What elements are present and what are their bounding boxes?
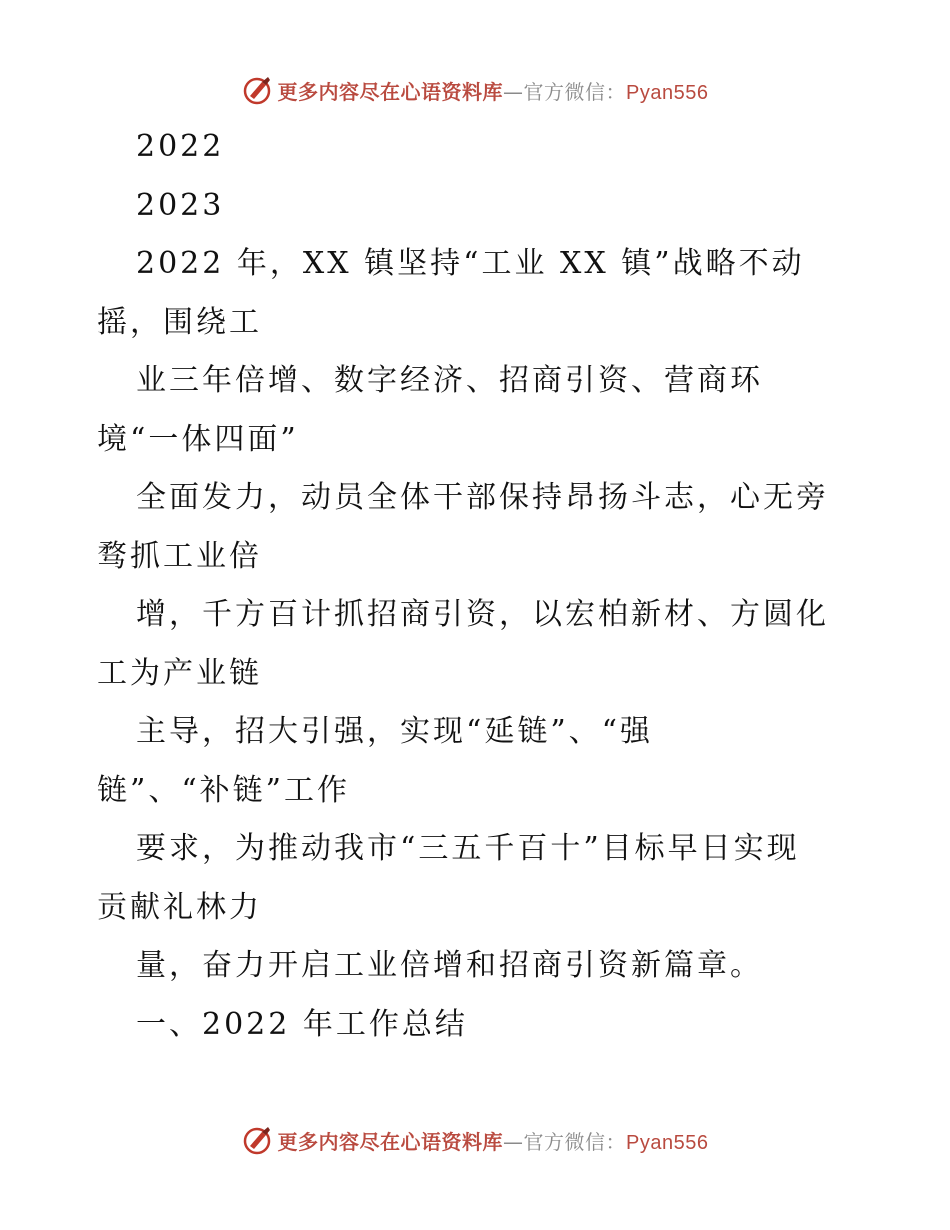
paragraph-line: 要求，为推动我市“三五千百十”目标早日实现 — [136, 831, 800, 866]
paragraph-line: 2022 年，XX 镇坚持“工业 XX 镇”战略不动 — [136, 246, 805, 281]
paragraph-line: 量，奋力开启工业倍增和招商引资新篇章。 — [136, 948, 763, 983]
paragraph-line: 2022 — [136, 129, 225, 164]
footer-watermark — [0, 1120, 950, 1160]
paragraph-line: 工为产业链 — [97, 655, 262, 691]
watermark-separator: — — [503, 79, 524, 104]
paragraph-line: 全面发力，动员全体干部保持昂扬斗志，心无旁 — [136, 480, 829, 515]
watermark-text — [278, 76, 709, 105]
pen-logo-icon — [242, 74, 274, 106]
watermark-wechat-label: 官方微信： — [523, 1129, 627, 1154]
paragraph-line: 业三年倍增、数字经济、招商引资、营商环 — [136, 363, 763, 398]
watermark-wechat-id: Pyan556 — [626, 1131, 709, 1154]
watermark-wechat-label: 官方微信： — [523, 79, 627, 104]
watermark-brand: 更多内容尽在心语资料库 — [277, 1129, 504, 1154]
paragraph-line: 贡献礼林力 — [97, 889, 262, 925]
watermark-text — [278, 1126, 709, 1155]
watermark-separator: — — [503, 1129, 524, 1154]
paragraph-line: 主导，招大引强，实现“延链”、“强 — [136, 714, 654, 749]
paragraph-line: 摇，围绕工 — [97, 304, 262, 340]
paragraph-line: 境“一体四面” — [97, 421, 299, 457]
paragraph-line: 骛抓工业倍 — [97, 538, 262, 574]
watermark-wechat-id: Pyan556 — [626, 81, 709, 104]
paragraph-line: 链”、“补链”工作 — [97, 772, 351, 808]
paragraph-line: 增，千方百计抓招商引资，以宏柏新材、方圆化 — [136, 597, 829, 632]
document-body — [97, 118, 877, 1054]
paragraph-line: 2023 — [136, 187, 225, 223]
watermark-brand: 更多内容尽在心语资料库 — [277, 79, 504, 104]
pen-logo-icon — [242, 1124, 274, 1156]
header-watermark — [0, 70, 950, 110]
paragraph-line: 一、2022 年工作总结 — [136, 1006, 468, 1042]
